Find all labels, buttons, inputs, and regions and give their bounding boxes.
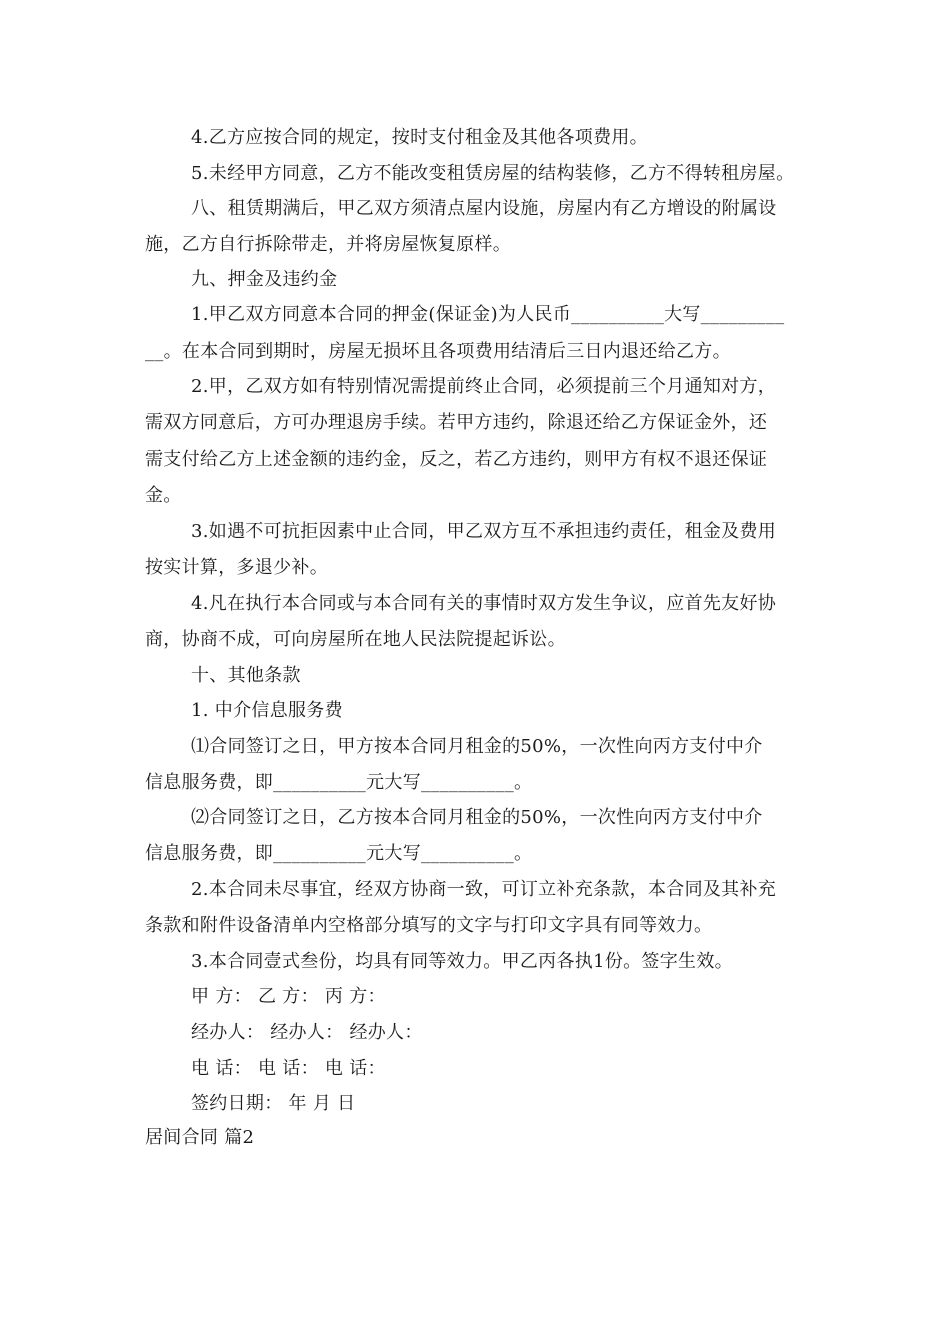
next-section-title: 居间合同 篇2: [145, 1127, 255, 1148]
clause-10-item-3: 3.本合同壹式叁份，均具有同等效力。甲乙丙各执1份。签字生效。: [191, 951, 733, 972]
clause-8-line-1: 八、租赁期满后，甲乙双方须清点屋内设施，房屋内有乙方增设的附属设: [191, 198, 777, 219]
clause-9-item-2-line-3: 需支付给乙方上述金额的违约金，反之，若乙方违约，则甲方有权不退还保证: [145, 449, 768, 470]
clause-10-sub-2-line-2: 信息服务费，即__________元大写__________。: [145, 843, 533, 864]
clause-10-sub-2-line-1: ⑵合同签订之日，乙方按本合同月租金的50%，一次性向丙方支付中介: [191, 807, 763, 828]
clause-10-item-2-line-1: 2.本合同未尽事宜，经双方协商一致，可订立补充条款，本合同及其补充: [191, 879, 777, 900]
signature-agent-row: 经办人： 经办人： 经办人：: [191, 1022, 423, 1043]
section-heading-10: 十、其他条款: [191, 665, 301, 686]
clause-10-sub-1-line-1: ⑴合同签订之日，甲方按本合同月租金的50%，一次性向丙方支付中介: [191, 736, 763, 757]
clause-9-item-2-line-1: 2.甲，乙双方如有特别情况需提前终止合同，必须提前三个月通知对方，: [191, 376, 777, 397]
signature-phone-row: 电 话： 电 话： 电 话：: [191, 1058, 386, 1079]
signature-parties-row: 甲 方： 乙 方： 丙 方：: [191, 986, 386, 1007]
clause-7-item-5: 5.未经甲方同意，乙方不能改变租赁房屋的结构装修，乙方不得转租房屋。: [191, 163, 795, 184]
clause-8-line-2: 施，乙方自行拆除带走，并将房屋恢复原样。: [145, 234, 511, 255]
clause-10-sub-1-line-2: 信息服务费，即__________元大写__________。: [145, 772, 533, 793]
signature-date-row: 签约日期： 年 月 日: [191, 1093, 356, 1114]
clause-9-item-2-line-2: 需双方同意后，方可办理退房手续。若甲方违约，除退还给乙方保证金外，还: [145, 412, 768, 433]
clause-9-item-1-line-1: 1.甲乙双方同意本合同的押金(保证金)为人民币__________大写_________: [191, 304, 785, 325]
clause-9-item-3-line-2: 按实计算，多退少补。: [145, 557, 328, 578]
clause-10-item-1-title: 1. 中介信息服务费: [191, 700, 343, 721]
clause-9-item-1-line-2: __。在本合同到期时，房屋无损坏且各项费用结清后三日内退还给乙方。: [145, 341, 731, 362]
section-heading-9: 九、押金及违约金: [191, 269, 338, 290]
clause-10-item-2-line-2: 条款和附件设备清单内空格部分填写的文字与打印文字具有同等效力。: [145, 915, 713, 936]
clause-9-item-2-line-4: 金。: [145, 485, 182, 506]
clause-9-item-3-line-1: 3.如遇不可抗拒因素中止合同，甲乙双方互不承担违约责任，租金及费用: [191, 521, 777, 542]
clause-7-item-4: 4.乙方应按合同的规定，按时支付租金及其他各项费用。: [191, 127, 648, 148]
clause-9-item-4-line-1: 4.凡在执行本合同或与本合同有关的事情时双方发生争议，应首先友好协: [191, 593, 777, 614]
clause-9-item-4-line-2: 商，协商不成，可向房屋所在地人民法院提起诉讼。: [145, 629, 566, 650]
